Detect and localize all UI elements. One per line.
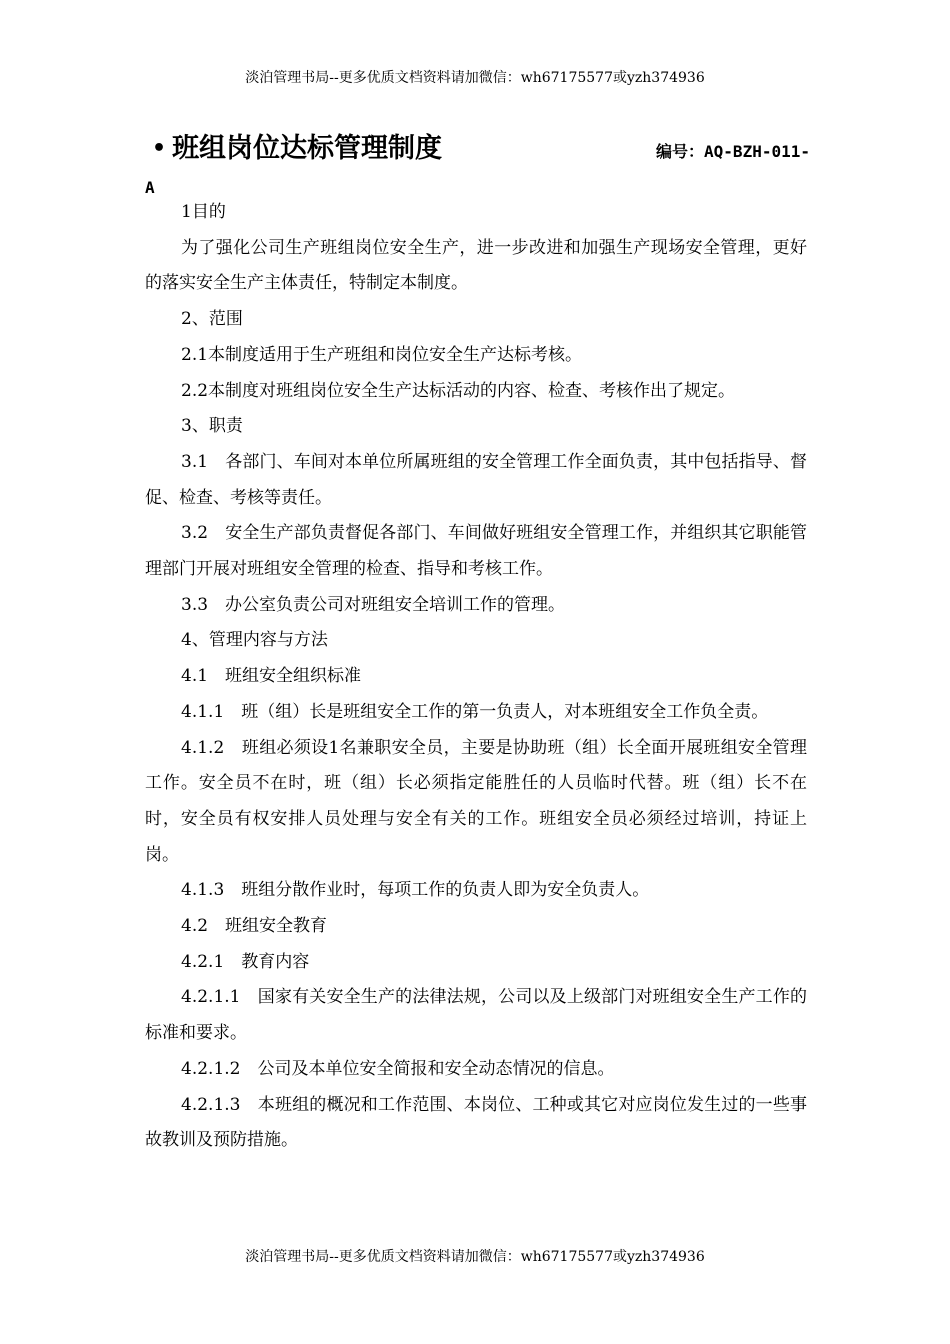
paragraph: 3.1 各部门、车间对本单位所属班组的安全管理工作全面负责，其中包括指导、督促、检查、考核等责任。 — [145, 451, 807, 508]
paragraph: 2.1本制度适用于生产班组和岗位安全生产达标考核。 — [181, 344, 583, 365]
title-row — [145, 130, 810, 170]
paragraph: 3.3 办公室负责公司对班组安全培训工作的管理。 — [181, 594, 566, 615]
paragraph: 1目的 — [181, 202, 226, 222]
paragraph: 3.2 安全生产部负责督促各部门、车间做好班组安全管理工作，并组织其它职能管理部门开展对班组安全管理的检查、指导和考核工作。 — [145, 523, 807, 580]
paragraph: 4.1 班组安全组织标准 — [181, 666, 362, 687]
paragraph: 4.1.1 班（组）长是班组安全工作的第一负责人，对本班组安全工作负全责。 — [181, 701, 769, 722]
paragraph: 4.2.1 教育内容 — [181, 951, 310, 972]
paragraph: 4.2.1.2 公司及本单位安全简报和安全动态情况的信息。 — [181, 1058, 615, 1079]
paragraph: 2.2本制度对班组岗位安全生产达标活动的内容、检查、考核作出了规定。 — [181, 380, 736, 401]
document-title — [152, 130, 442, 168]
document-body — [145, 195, 807, 1159]
page-header: 淡泊管理书局--更多优质文档资料请加微信：wh67175577或yzh374936 — [245, 70, 705, 86]
paragraph: 2、范围 — [181, 309, 243, 330]
title-text: 班组岗位达标管理制度 — [172, 133, 443, 164]
paragraph: 4.2.1.3 本班组的概况和工作范围、本岗位、工种或其它对应岗位发生过的一些事故教训及预防措施。 — [145, 1094, 807, 1151]
page-footer: 淡泊管理书局--更多优质文档资料请加微信：wh67175577或yzh374936 — [245, 1249, 705, 1265]
paragraph: 4.2 班组安全教育 — [181, 916, 328, 937]
paragraph: 4.1.3 班组分散作业时，每项工作的负责人即为安全负责人。 — [181, 880, 650, 901]
paragraph: 为了强化公司生产班组岗位安全生产，进一步改进和加强生产现场安全管理，更好的落实安全生产主体责任，特制定本制度。 — [145, 237, 807, 294]
title-bullet: • — [152, 136, 167, 161]
paragraph: 4.2.1.1 国家有关安全生产的法律法规，公司以及上级部门对班组安全生产工作的标准和要求。 — [145, 987, 807, 1044]
paragraph: 4.1.2 班组必须设1名兼职安全员，主要是协助班（组）长全面开展班组安全管理工作。安全员不在时，班（组）长必须指定能胜任的人员临时代替。班（组）长不在时，安全员有权安排人员处理与安全有关的工作。班组安全员必须经过培训，持证上岗。 — [145, 737, 807, 865]
document-code: 编号：AQ-BZH-011- — [656, 142, 810, 161]
paragraph: 3、职责 — [181, 416, 243, 437]
paragraph: 4、管理内容与方法 — [181, 630, 328, 651]
document-code-continuation: A — [145, 178, 155, 197]
